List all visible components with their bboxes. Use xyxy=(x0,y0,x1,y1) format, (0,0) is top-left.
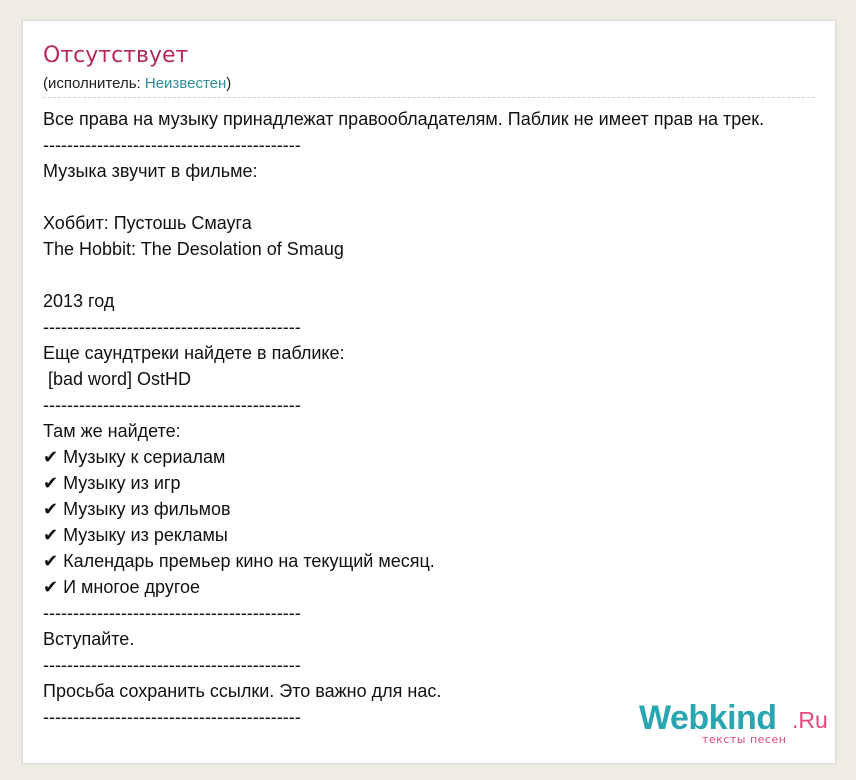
lyrics-text xyxy=(43,106,836,730)
lyrics-line: Хоббит: Пустошь Смауга xyxy=(43,213,252,233)
lyrics-line: ------------------------------------------- xyxy=(43,707,301,727)
artist-line xyxy=(43,75,231,92)
lyrics-line: Еще саундтреки найдете в паблике: xyxy=(43,343,345,363)
lyrics-line: The Hobbit: The Desolation of Smaug xyxy=(43,239,344,259)
lyrics-line: ------------------------------------------- xyxy=(43,655,301,675)
lyrics-line xyxy=(43,184,836,210)
lyrics-line: ✔ И многое другое xyxy=(43,577,201,597)
lyrics-line: ✔ Музыку к сериалам xyxy=(43,447,226,467)
lyrics-line: ✔ Календарь премьер кино на текущий месяц. xyxy=(43,551,435,571)
lyrics-line: ------------------------------------------- xyxy=(43,317,301,337)
lyrics-line xyxy=(43,262,836,288)
lyrics-card xyxy=(22,20,836,764)
artist-link[interactable]: Неизвестен xyxy=(144,75,227,92)
logo-domain: .Ru xyxy=(792,707,828,733)
lyrics-line: Все права на музыку принадлежат правообладателям. Паблик не имеет прав на трек. xyxy=(43,109,765,129)
lyrics-line: ✔ Музыку из рекламы xyxy=(43,525,228,545)
lyrics-line: Вступайте. xyxy=(43,629,135,649)
song-title: Отсутствует xyxy=(43,43,189,68)
lyrics-line: Там же найдете: xyxy=(43,421,181,441)
lyrics-line: 2013 год xyxy=(43,291,115,311)
lyrics-line: ------------------------------------------- xyxy=(43,135,301,155)
lyrics-line: ✔ Музыку из фильмов xyxy=(43,499,231,519)
lyrics-line: Просьба сохранить ссылки. Это важно для нас. xyxy=(43,681,442,701)
logo-wordmark: Webkind xyxy=(639,699,777,737)
artist-suffix: ) xyxy=(226,75,232,92)
lyrics-line: ------------------------------------------- xyxy=(43,603,301,623)
lyrics-line: ------------------------------------------- xyxy=(43,395,301,415)
lyrics-line: [bad word] OstHD xyxy=(43,369,192,389)
header-divider xyxy=(43,97,815,98)
webkind-logo[interactable] xyxy=(639,699,829,751)
lyrics-line: ✔ Музыку из игр xyxy=(43,473,181,493)
artist-prefix: (исполнитель: xyxy=(43,75,145,92)
lyrics-line: Музыка звучит в фильме: xyxy=(43,161,258,181)
logo-tagline: тексты песен xyxy=(702,733,787,746)
